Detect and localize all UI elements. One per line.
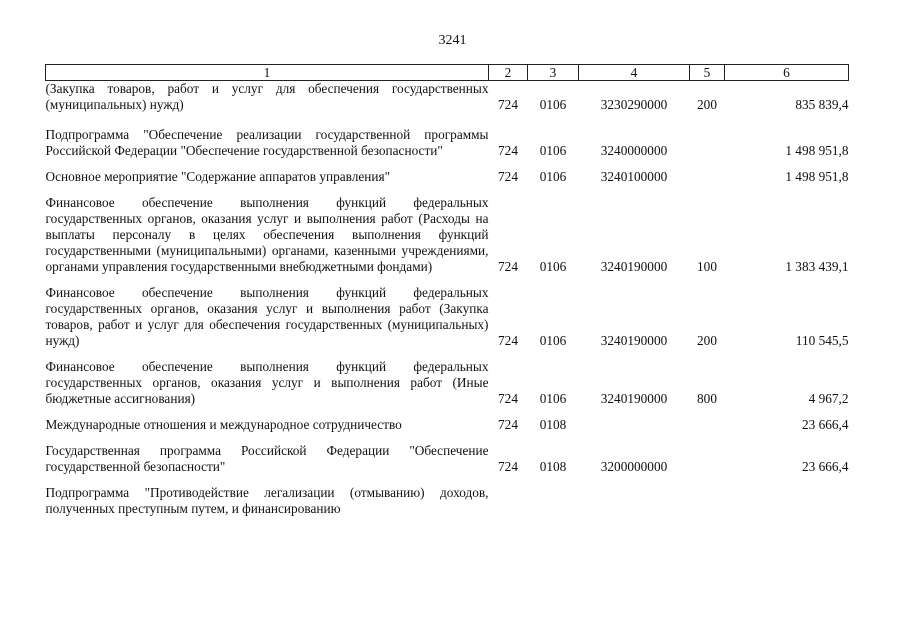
header-row [46, 65, 849, 81]
row-target-code: 3240190000 [600, 391, 668, 406]
row-target-code: 3230290000 [600, 97, 668, 112]
header-col-4: 4 [579, 65, 690, 81]
row-section-code: 0106 [539, 391, 567, 406]
row-description: Подпрограмма "Противодействие легализации (отмыванию) доходов, полученных преступным путем, и финансированию [45, 485, 489, 516]
table-header [46, 65, 849, 81]
table-row [46, 417, 849, 433]
row-target-code [579, 485, 690, 517]
row-section-code: 0108 [539, 417, 567, 432]
row-ministry-code: 724 [498, 259, 518, 274]
header-col-1: 1 [46, 65, 489, 81]
row-amount: 4 967,2 [808, 391, 849, 406]
row-expense-type: 200 [697, 333, 717, 348]
header-col-2: 2 [489, 65, 528, 81]
row-expense-type [690, 485, 725, 517]
row-amount: 110 545,5 [795, 333, 849, 348]
row-description: (Закупка товаров, работ и услуг для обеспечения государственных (муниципальных) нужд) [45, 81, 489, 112]
table-row [46, 195, 849, 275]
row-amount [725, 485, 849, 517]
row-description: Основное мероприятие "Содержание аппаратов управления" [45, 169, 391, 184]
row-ministry-code: 724 [498, 333, 518, 348]
header-col-5: 5 [690, 65, 725, 81]
row-expense-type [690, 127, 725, 159]
row-ministry-code: 724 [498, 391, 518, 406]
row-section-code: 0106 [539, 143, 567, 158]
row-amount: 23 666,4 [801, 417, 849, 432]
table-row [46, 127, 849, 159]
row-ministry-code: 724 [498, 169, 518, 184]
row-amount: 1 383 439,1 [785, 259, 849, 274]
row-ministry-code: 724 [498, 143, 518, 158]
row-ministry-code [489, 485, 528, 517]
row-section-code: 0106 [539, 169, 567, 184]
row-expense-type [690, 169, 725, 185]
row-section-code: 0108 [539, 459, 567, 474]
row-target-code: 3240190000 [600, 333, 668, 348]
row-section-code [528, 485, 579, 517]
row-description: Государственная программа Российской Федерации "Обеспечение государственной безопасности" [45, 443, 489, 474]
row-amount: 1 498 951,8 [785, 143, 849, 158]
table-row [46, 169, 849, 185]
row-amount: 835 839,4 [795, 97, 849, 112]
row-ministry-code: 724 [498, 417, 518, 432]
table-row [46, 285, 849, 349]
row-amount: 1 498 951,8 [785, 169, 849, 184]
row-section-code: 0106 [539, 259, 567, 274]
row-section-code: 0106 [539, 97, 567, 112]
row-expense-type [690, 443, 725, 475]
row-description: Международные отношения и международное сотрудничество [45, 417, 402, 432]
row-expense-type: 800 [697, 391, 717, 406]
table-row [46, 359, 849, 407]
row-ministry-code: 724 [498, 97, 518, 112]
row-target-code: 3240100000 [600, 169, 668, 184]
row-target-code [579, 417, 690, 433]
page-number: 3241 [438, 33, 467, 48]
row-expense-type [690, 417, 725, 433]
row-description: Подпрограмма "Обеспечение реализации государственной программы Российской Федерации "Обеспечение государственной безопасности" [45, 127, 489, 158]
row-ministry-code: 724 [498, 459, 518, 474]
header-col-6: 6 [725, 65, 849, 81]
row-target-code: 3240190000 [600, 259, 668, 274]
row-target-code: 3200000000 [600, 459, 668, 474]
row-expense-type: 100 [697, 259, 717, 274]
row-description: Финансовое обеспечение выполнения функций федеральных государственных органов, оказания услуг и выполнения работ (Расходы на выплаты персоналу в целях обеспечения выполнения функций государственными (муниципальными) органами, казенными учреждениями, органами управления государственными внебюджетными фондами) [45, 195, 489, 274]
row-description: Финансовое обеспечение выполнения функций федеральных государственных органов, оказания услуг и выполнения работ (Иные бюджетные ассигнования) [45, 359, 489, 406]
budget-table [45, 64, 849, 517]
table-row [46, 81, 849, 114]
table-row [46, 485, 849, 517]
header-col-3: 3 [528, 65, 579, 81]
row-expense-type: 200 [697, 97, 717, 112]
table-row [46, 443, 849, 475]
row-description: Финансовое обеспечение выполнения функций федеральных государственных органов, оказания услуг и выполнения работ (Закупка товаров, работ и услуг для обеспечения государственных (муниципальных) нужд) [45, 285, 489, 348]
row-amount: 23 666,4 [801, 459, 849, 474]
row-target-code: 3240000000 [600, 143, 668, 158]
row-section-code: 0106 [539, 333, 567, 348]
